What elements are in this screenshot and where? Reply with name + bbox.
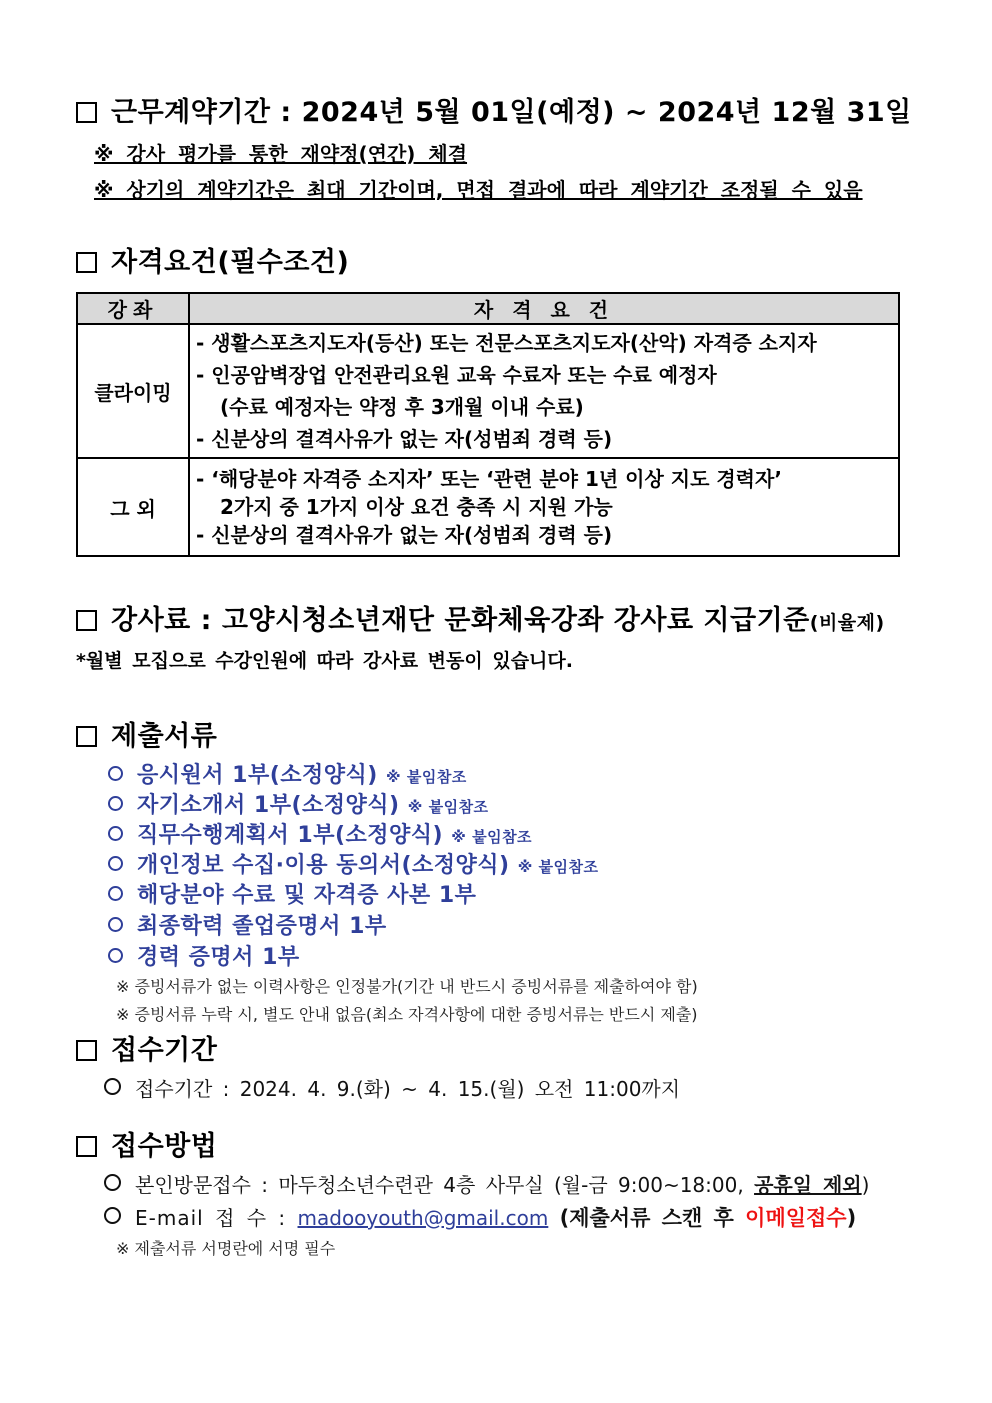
- checkbox-square-icon: [76, 252, 97, 273]
- checkbox-square-icon: [76, 102, 97, 123]
- header-course: 강좌: [77, 293, 189, 324]
- email-link[interactable]: madooyouth@gmail.com: [297, 1206, 549, 1230]
- documents-note-2: ※ 증빙서류 누락 시, 별도 안내 없음(최소 자격사항에 대한 증빙서류는 반드시 제출): [116, 1005, 698, 1024]
- requirement-line: - 신분상의 결격사유가 없는 자(성범죄 경력 등): [196, 427, 613, 451]
- method-note: ※ 제출서류 서명란에 서명 필수: [116, 1239, 336, 1258]
- list-item: 최종학력 졸업증명서 1부: [108, 909, 387, 940]
- circle-bullet-icon: [104, 1174, 121, 1191]
- fee-note: *월별 모집으로 수강인원에 따라 강사료 변동이 있습니다.: [76, 650, 573, 672]
- fee-title: 강사료 : 고양시청소년재단 문화체육강좌 강사료 지급기준(비율제): [76, 598, 885, 637]
- circle-bullet-icon: [108, 796, 123, 811]
- requirements-cell: [189, 458, 899, 556]
- method-visit-line: 본인방문접수 : 마두청소년수련관 4층 사무실 (월-금 9:00~18:00, 공휴일 제외): [104, 1169, 869, 1198]
- requirements-cell: [189, 324, 899, 458]
- circle-bullet-icon: [108, 766, 123, 781]
- header-requirements: 자 격 요 건: [189, 293, 899, 324]
- qualification-title: 자격요건(필수조건): [76, 240, 349, 279]
- list-item: 응시원서 1부(소정양식) ※ 붙임참조: [108, 758, 467, 789]
- period-line: 접수기간 : 2024. 4. 9.(화) ~ 4. 15.(월) 오전 11:00까지: [104, 1073, 680, 1102]
- qualification-table: [76, 292, 900, 557]
- circle-bullet-icon: [104, 1207, 121, 1224]
- period-title: 접수기간: [76, 1028, 217, 1067]
- requirement-line: 2가지 중 1가지 이상 요건 충족 시 지원 가능: [220, 495, 613, 519]
- requirement-line: - 인공암벽장업 안전관리요원 교육 수료자 또는 수료 예정자: [196, 363, 717, 387]
- course-cell: 그 외: [77, 458, 189, 556]
- holiday-exclusion: 공휴일 제외: [754, 1173, 862, 1197]
- email-submit-highlight: 이메일접수: [745, 1206, 847, 1230]
- circle-bullet-icon: [108, 948, 123, 963]
- table-header-row: [77, 293, 899, 324]
- list-item: 해당분야 수료 및 자격증 사본 1부: [108, 878, 476, 909]
- list-item: 직무수행계획서 1부(소정양식) ※ 붙임참조: [108, 818, 532, 849]
- circle-bullet-icon: [108, 917, 123, 932]
- list-item: 자기소개서 1부(소정양식) ※ 붙임참조: [108, 788, 489, 819]
- ref-note: ※ 붙임참조: [451, 828, 533, 846]
- table-row: [77, 458, 899, 556]
- requirement-line: - 생활스포츠지도자(등산) 또는 전문스포츠지도자(산악) 자격증 소지자: [196, 331, 817, 355]
- method-title: 접수방법: [76, 1124, 217, 1163]
- documents-note-1: ※ 증빙서류가 없는 이력사항은 인정불가(기간 내 반드시 증빙서류를 제출하여야 함): [116, 977, 698, 996]
- contract-note-1: ※ 강사 평가를 통한 재약정(연간) 체결: [94, 142, 468, 166]
- ref-note: ※ 붙임참조: [517, 858, 599, 876]
- ref-note: ※ 붙임참조: [407, 798, 489, 816]
- contract-title: 근무계약기간 : 2024년 5월 01일(예정) ~ 2024년 12월 31일: [76, 90, 912, 129]
- checkbox-square-icon: [76, 726, 97, 747]
- requirement-line: - 신분상의 결격사유가 없는 자(성범죄 경력 등): [196, 523, 613, 547]
- documents-title: 제출서류: [76, 714, 217, 753]
- circle-bullet-icon: [108, 856, 123, 871]
- table-row: [77, 324, 899, 458]
- circle-bullet-icon: [108, 886, 123, 901]
- circle-bullet-icon: [108, 826, 123, 841]
- fee-title-suffix: (비율제): [809, 612, 885, 634]
- checkbox-square-icon: [76, 1136, 97, 1157]
- checkbox-square-icon: [76, 610, 97, 631]
- course-cell: 클라이밍: [77, 324, 189, 458]
- list-item: 개인정보 수집·이용 동의서(소정양식) ※ 붙임참조: [108, 848, 599, 879]
- circle-bullet-icon: [104, 1078, 121, 1095]
- list-item: 경력 증명서 1부: [108, 940, 300, 971]
- contract-note-2: ※ 상기의 계약기간은 최대 기간이며, 면접 결과에 따라 계약기간 조정될 수 있음: [94, 178, 863, 202]
- ref-note: ※ 붙임참조: [386, 768, 467, 786]
- requirement-line: (수료 예정자는 약정 후 3개월 이내 수료): [220, 395, 584, 419]
- method-email-line: E-mail 접 수 : madooyouth@gmail.com (제출서류 스캔 후 이메일접수): [104, 1202, 856, 1232]
- checkbox-square-icon: [76, 1040, 97, 1061]
- requirement-line: - ‘해당분야 자격증 소지자’ 또는 ‘관련 분야 1년 이상 지도 경력자’: [196, 467, 782, 491]
